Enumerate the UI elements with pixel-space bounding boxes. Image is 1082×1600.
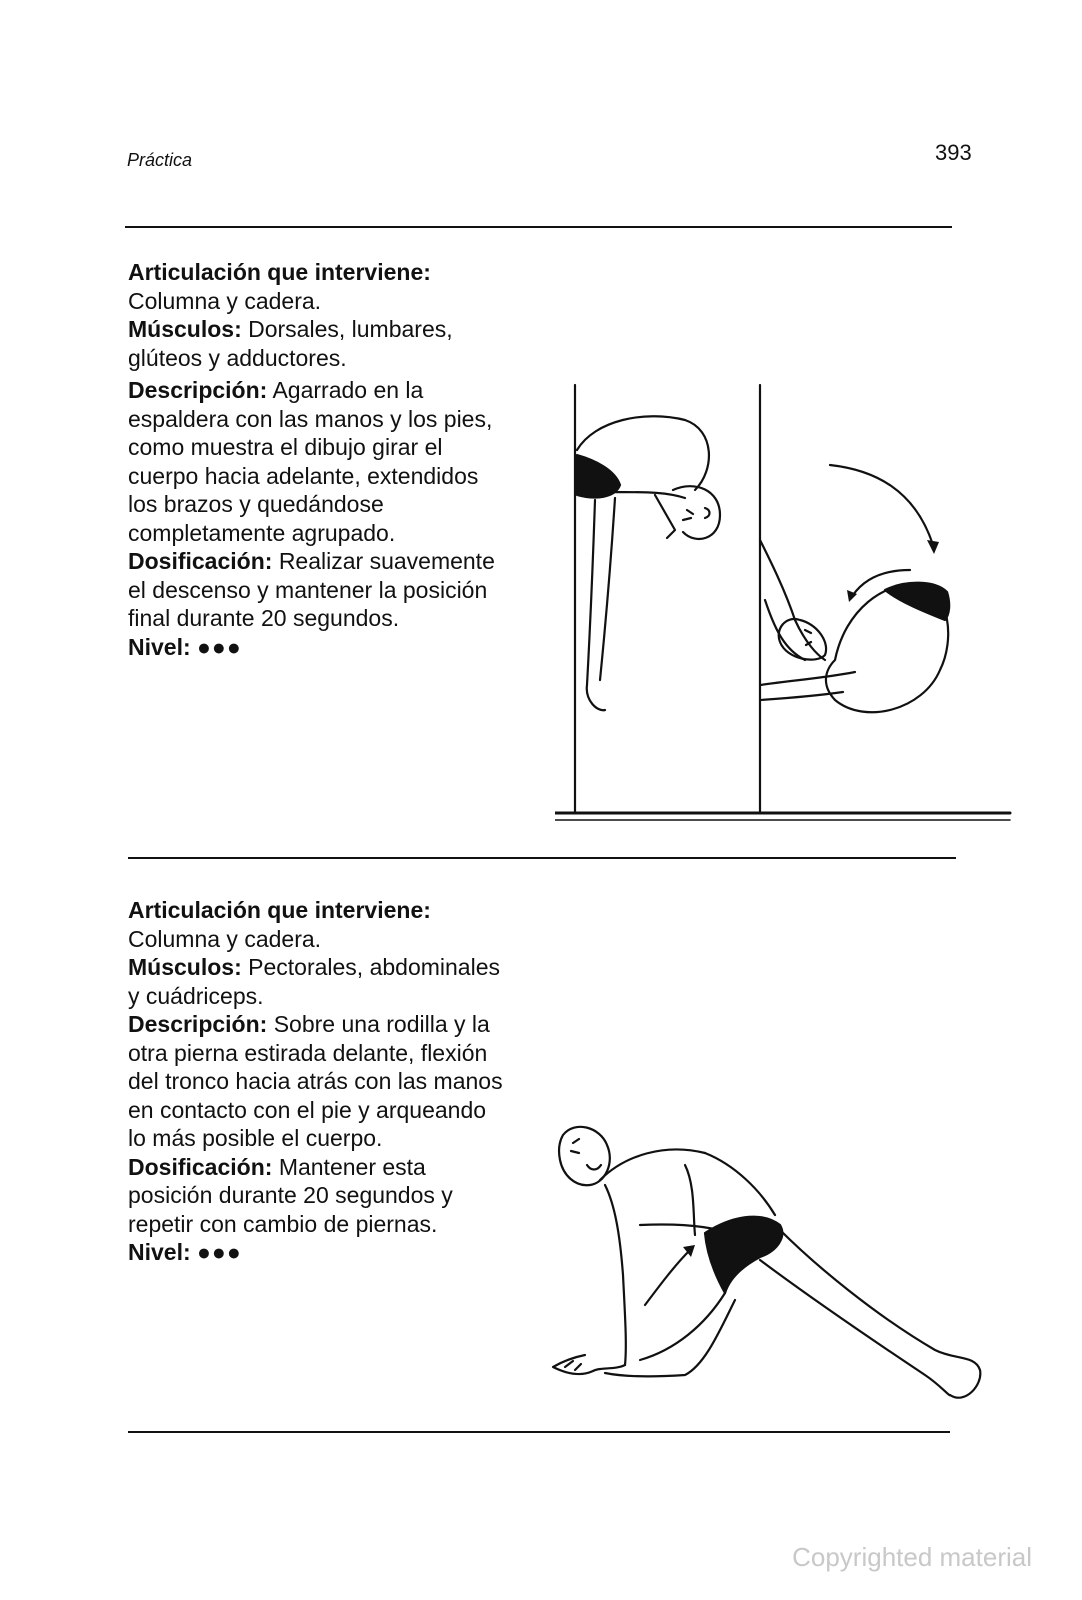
level-label: Nivel: <box>128 633 191 660</box>
page-number: 393 <box>935 140 972 165</box>
middle-divider <box>128 857 956 859</box>
copyright-watermark: Copyrighted material <box>792 1542 1032 1572</box>
dosage-text: final durante 20 segundos. <box>128 605 400 631</box>
top-divider <box>125 226 952 228</box>
description-text: del tronco hacia atrás con las manos <box>128 1068 503 1094</box>
description-text: lo más posible el cuerpo. <box>128 1125 383 1151</box>
description-text: otra pierna estirada delante, flexión <box>128 1039 488 1066</box>
wall-bars-tuck-illustration <box>555 380 1015 830</box>
description-text: los brazos y quedándose <box>128 491 384 517</box>
description-text: Sobre una rodilla y la <box>273 1011 490 1037</box>
muscles-label: Músculos: <box>128 316 242 342</box>
kneeling-backbend-illustration <box>545 1115 995 1415</box>
running-head: Práctica <box>127 150 193 170</box>
dosage-text: repetir con cambio de piernas. <box>128 1210 438 1237</box>
muscles-value: Pectorales, abdominales <box>248 954 500 980</box>
dosage-label: Dosificación: <box>128 548 273 574</box>
description-text: espaldera con las manos y los pies, <box>128 405 493 432</box>
exercise-1-text <box>128 258 495 661</box>
dosage-label: Dosificación: <box>128 1153 273 1180</box>
dosage-text: Mantener esta <box>278 1153 426 1180</box>
joint-label: Articulación que interviene: <box>128 897 431 923</box>
muscles-value: glúteos y adductores. <box>128 344 347 371</box>
joint-value: Columna y cadera. <box>128 287 322 314</box>
exercise-2-text <box>128 896 503 1267</box>
dosage-text: Realizar suavemente <box>278 548 495 574</box>
description-text: en contacto con el pie y arqueando <box>128 1096 487 1123</box>
muscles-label: Músculos: <box>128 954 242 980</box>
bottom-divider <box>128 1431 950 1433</box>
description-label: Descripción: <box>128 1011 268 1037</box>
dosage-text: el descenso y mantener la posición <box>128 576 488 603</box>
dosage-text: posición durante 20 segundos y <box>128 1182 453 1208</box>
muscles-value: y cuádriceps. <box>128 982 264 1009</box>
description-text: como muestra el dibujo girar el <box>128 434 443 460</box>
level-label: Nivel: <box>128 1239 191 1265</box>
description-text: Agarrado en la <box>272 377 424 403</box>
joint-value: Columna y cadera. <box>128 925 322 952</box>
muscles-value: Dorsales, lumbares, <box>248 316 453 342</box>
level-dots: ●●● <box>197 1239 242 1265</box>
description-label: Descripción: <box>128 377 268 403</box>
joint-label: Articulación que interviene: <box>128 259 431 285</box>
description-text: cuerpo hacia adelante, extendidos <box>128 462 479 489</box>
level-dots: ●●● <box>197 633 242 660</box>
description-text: completamente agrupado. <box>128 519 396 546</box>
